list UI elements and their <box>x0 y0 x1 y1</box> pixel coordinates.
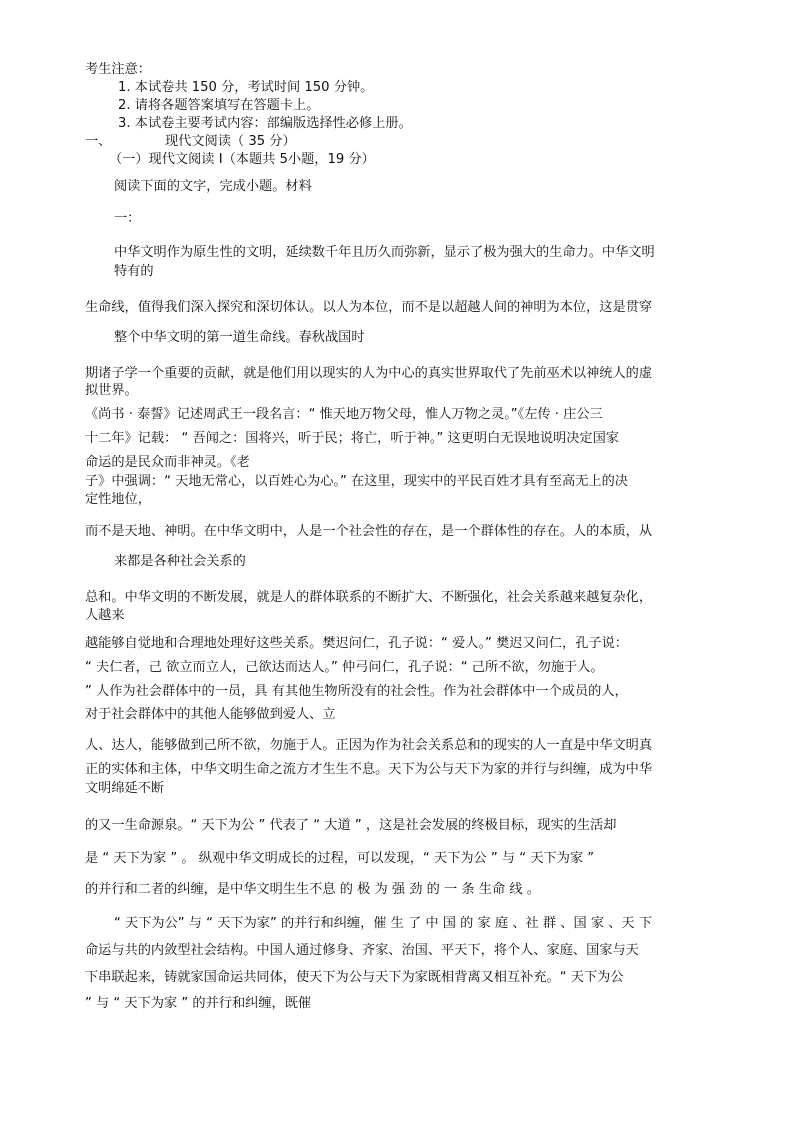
passage-line: 正的实体和主体，中华文明生命之流方才生生不息。天下为公与天下为家的并行与纠缠，成为中华 <box>85 762 653 777</box>
passage-line: 《尚书 · 泰誓》记述周武王一段名言：“ 惟天地万物父母，惟人万物之灵。”《左传 · 庄公三 <box>85 407 603 422</box>
passage-line: 对于社会群体中的其他人能够做到爱人、立 <box>85 707 336 722</box>
passage-line: 人越来 <box>85 608 125 623</box>
section-number: 一、 <box>85 134 112 149</box>
passage-line: 总和。中华文明的不断发展，就是人的群体联系的不断扩大、不断强化，社会关系越来越复杂化， <box>85 590 653 605</box>
passage-line: 命运与共的内敛型社会结构。中国人通过修身、齐家、治国、平天下，将个人、家庭、国家与天 <box>85 943 639 958</box>
passage-line: 子》中强调：“ 天地无常心，以百姓心为心。” 在这里，现实中的平民百姓才具有至高无上的决 <box>85 474 628 489</box>
passage-line: 期诸子学一个重要的贡献，就是他们用以现实的人为中心的真实世界取代了先前巫术以神统人的虚 <box>85 366 653 381</box>
passage-line: 一： <box>114 211 141 226</box>
passage-line: 中华文明作为原生性的文明，延续数千年且历久而弥新，显示了极为强大的生命力。中华文明 <box>114 245 655 260</box>
passage-line: 命运的是民众而非神灵。《老 <box>85 455 250 470</box>
passage-line: 下串联起来，铸就家国命运共同体，使天下为公与天下为家既相背离又相互补充。“ 天下为公 <box>85 970 624 985</box>
passage-line: 的并行和二者的纠缠，是中华文明生生不息 的 极 为 强 劲 的 一 条 生命 线 。 <box>85 882 540 897</box>
passage-line: 拟世界。 <box>85 383 138 398</box>
passage-line: 定性地位， <box>85 492 151 507</box>
passage-line: 越能够自觉地和合理地处理好这些关系。樊迟问仁，孔子说：“ 爱人。” 樊迟又问仁，孔子说： <box>85 636 628 651</box>
notice-item: 1. 本试卷共 150 分，考试时间 150 分钟。 <box>118 80 374 95</box>
passage-line: 来都是各种社会关系的 <box>114 554 246 569</box>
passage-line: ” 与 “ 天下为家 ” 的并行和纠缠，既催 <box>85 996 312 1011</box>
passage-line: “ 夫仁者，己 欲立而立人，己欲达而达人。” 仲弓问仁，孔子说：“ 己所不欲，勿施于人。 <box>85 660 604 675</box>
notice-item: 2. 请将各题答案填写在答题卡上。 <box>118 98 320 113</box>
passage-line: 的又一生命源泉。“ 天下为公 ” 代表了 “ 大道 ” ，这是社会发展的终极目标，现实的生活却 <box>85 818 617 833</box>
passage-line: 特有的 <box>114 264 154 279</box>
passage-line: 文明绵延不断 <box>85 781 165 796</box>
notice-title: 考生注意： <box>85 62 151 77</box>
passage-line: ” 人作为社会群体中的一员，具 有其他生物所没有的社会性。作为社会群体中一个成员的人， <box>85 684 628 699</box>
passage-line: “ 天下为公” 与 “ 天下为家” 的并行和纠缠，催 生 了 中 国 的 家 庭 、社 群 、国 家 、天 下 <box>114 916 652 931</box>
section-title: 现代文阅读（ 35 分） <box>165 134 296 149</box>
section-subtitle: （一）现代文阅读 I（本题共 5小题，19 分） <box>109 152 375 167</box>
passage-line: 阅读下面的文字，完成小题。材料 <box>114 179 312 194</box>
passage-line: 生命线，值得我们深入探究和深切体认。以人为本位，而不是以超越人间的神明为本位，这是贯穿 <box>85 300 653 315</box>
passage-line: 十二年》记载： “ 吾闻之：国将兴，听于民；将亡，听于神。” 这更明白无误地说明决定国家 <box>85 431 619 446</box>
passage-line: 人、达人，能够做到己所不欲，勿施于人。正因为作为社会关系总和的现实的人一直是中华文明真 <box>85 738 653 753</box>
passage-line: 整个中华文明的第一道生命线。春秋战国时 <box>114 330 365 345</box>
passage-line: 而不是天地、神明。在中华文明中，人是一个社会性的存在，是一个群体性的存在。人的本质，从 <box>85 524 653 539</box>
notice-item: 3. 本试卷主要考试内容：部编版选择性必修上册。 <box>118 116 412 131</box>
passage-line: 是 “ 天下为家 ” 。 纵观中华文明成长的过程，可以发现，“ 天下为公 ” 与 “ 天下为家 ” <box>85 851 595 866</box>
